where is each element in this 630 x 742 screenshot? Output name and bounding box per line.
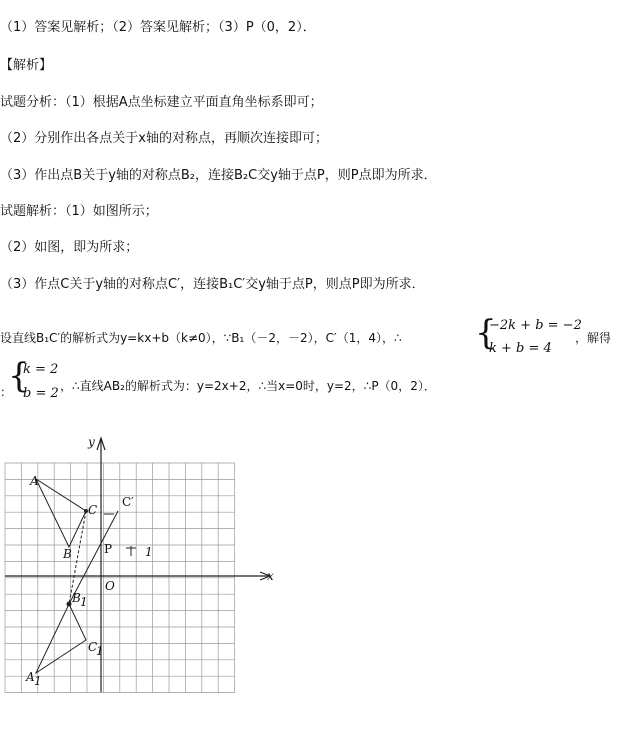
analysis-intro-text: 试题分析：（1）根据A点坐标建立平面直角坐标系即可； xyxy=(0,95,323,110)
analysis-heading-text: 【解析】 xyxy=(0,58,53,73)
system1-brace: { xyxy=(475,313,497,353)
label-c-prime: C′ xyxy=(122,495,134,509)
system1-eq1: −2k + b = −2 xyxy=(489,318,582,333)
triangle-a1b1c1 xyxy=(36,604,86,673)
solution-intro-text: 试题解析：（1）如图所示； xyxy=(0,204,158,219)
x-axis-label: x xyxy=(267,569,274,583)
answer-text: （1）答案见解析；（2）答案见解析；（3）P（0，2）． xyxy=(0,20,316,35)
system2-eq1: k = 2 xyxy=(23,362,59,377)
analysis-step2-text: （2）分别作出各点关于x轴的对称点，再顺次连接即可； xyxy=(0,131,328,146)
point-b1 xyxy=(67,602,72,607)
label-b1: B xyxy=(72,591,81,605)
system2-eq2: b = 2 xyxy=(23,386,59,401)
label-c1-sub: 1 xyxy=(96,644,104,658)
line-equation-prefix-text: 设直线B₁C′的解析式为y=kx+b（k≠0），∵B₁（－2，－2），C′（1，4），∴ xyxy=(0,331,402,345)
label-b1-sub: 1 xyxy=(80,595,88,609)
system1-eq2: k + b = 4 xyxy=(489,341,552,356)
stray-mark: 1 xyxy=(145,545,153,559)
grid xyxy=(5,463,235,693)
label-a1: A xyxy=(26,670,35,684)
origin-label: O xyxy=(105,579,115,593)
triangle-abc xyxy=(36,479,86,547)
y-axis-label: y xyxy=(88,435,95,449)
label-b: B xyxy=(63,547,72,561)
colon-text: ： xyxy=(0,385,13,399)
label-a: A xyxy=(30,474,39,488)
solution-step2-text: （2）如图，即为所求； xyxy=(0,240,139,255)
solve-suffix-text: ，解得 xyxy=(575,331,612,345)
label-a1-sub: 1 xyxy=(34,674,42,688)
label-c1: C xyxy=(88,640,98,654)
label-p: P xyxy=(104,542,113,556)
conclusion-text: ，∴直线AB₂的解析式为：y=2x+2，∴当x=0时，y=2，∴P（0，2）． xyxy=(60,379,436,393)
analysis-step3-text: （3）作出点B关于y轴的对称点B₂，连接B₂C交y轴于点P，则P点即为所求． xyxy=(0,168,437,183)
solution-step3-text: （3）作点C关于y轴的对称点C′，连接B₁C′交y轴于点P，则点P即为所求． xyxy=(0,277,425,292)
system2-brace: { xyxy=(8,356,30,396)
label-c: C xyxy=(88,503,98,517)
